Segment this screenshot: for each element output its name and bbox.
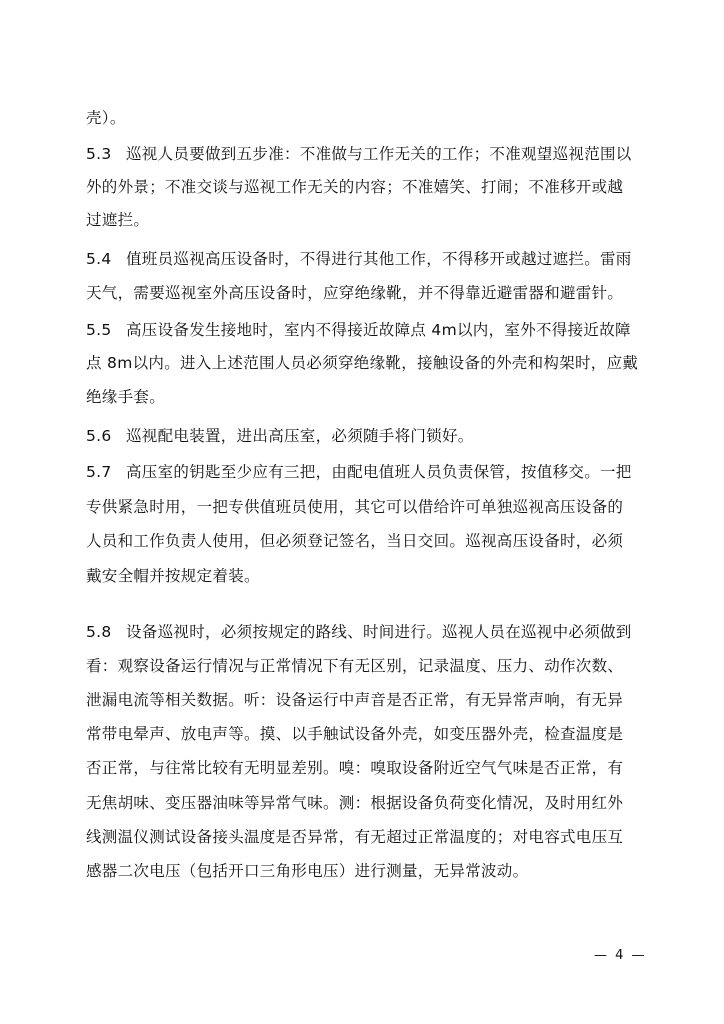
clause-5-3-line-1: [86, 144, 632, 164]
text-line: 壳）。: [86, 109, 126, 127]
clause-number: 5.4: [86, 250, 112, 268]
text-line: 专供紧急时用，一把专供值班员使用，其它可以借给许可单独巡视高压设备的: [86, 498, 624, 516]
text-line: 外的外景；不准交谈与巡视工作无关的内容；不准嬉笑、打闹；不准移开或越: [86, 178, 624, 196]
text-line: 高压室的钥匙至少应有三把，由配电值班人员负责保管，按值移交。一把: [126, 463, 632, 481]
text-line: 泄漏电流等相关数据。听：设备运行中声音是否正常，有无异常声响，有无异: [86, 691, 624, 709]
text-line: 设备巡视时，必须按规定的路线、时间进行。巡视人员在巡视中必须做到: [126, 623, 632, 641]
text-line: 巡视配电装置，进出高压室，必须随手将门锁好。: [126, 427, 474, 445]
text-line: 天气，需要巡视室外高压设备时，应穿绝缘靴，并不得靠近避雷器和避雷针。: [86, 284, 624, 302]
clause-5-7-line-1: [86, 462, 632, 482]
clause-5-4-line-1: [86, 249, 632, 269]
text-line: 高压设备发生接地时，室内不得接近故障点 4m以内，室外不得接近故障: [126, 321, 631, 339]
text-line: 线测温仪测试设备接头温度是否异常，有无超过正常温度的；对电容式电压互: [86, 828, 624, 846]
text-line: 看：观察设备运行情况与正常情况下有无区别，记录温度、压力、动作次数、: [86, 657, 624, 675]
page-number: — 4 —: [594, 948, 647, 963]
text-line: 点 8m以内。进入上述范围人员必须穿绝缘靴，接触设备的外壳和构架时，应戴: [86, 354, 639, 372]
text-line: 常带电晕声、放电声等。摸、以手触试设备外壳，如变压器外壳，检查温度是: [86, 725, 624, 743]
clause-number: 5.8: [86, 623, 112, 641]
clause-number: 5.7: [86, 463, 112, 481]
clause-5-5-line-1: [86, 320, 631, 340]
text-line: 人员和工作负责人使用，但必须登记签名，当日交回。巡视高压设备时，必须: [86, 532, 624, 550]
text-line: 否正常，与往常比较有无明显差别。嗅：嗅取设备附近空气气味是否正常，有: [86, 759, 624, 777]
text-line: 绝缘手套。: [86, 388, 166, 406]
clause-5-6-line-1: [86, 426, 474, 446]
clause-number: 5.5: [86, 321, 112, 339]
text-line: 值班员巡视高压设备时，不得进行其他工作，不得移开或越过遮拦。雷雨: [126, 250, 632, 268]
text-line: 感器二次电压（包括开口三角形电压）进行测量，无异常波动。: [86, 862, 529, 880]
clause-number: 5.3: [86, 145, 112, 163]
text-line: 过遮拦。: [86, 211, 150, 229]
clause-5-8-line-1: [86, 622, 632, 642]
clause-number: 5.6: [86, 427, 112, 445]
text-line: 无焦胡味、变压器油味等异常气味。测：根据设备负荷变化情况，及时用红外: [86, 794, 624, 812]
text-line: 戴安全帽并按规定着装。: [86, 567, 260, 585]
text-line: 巡视人员要做到五步准：不准做与工作无关的工作；不准观望巡视范围以: [126, 145, 632, 163]
